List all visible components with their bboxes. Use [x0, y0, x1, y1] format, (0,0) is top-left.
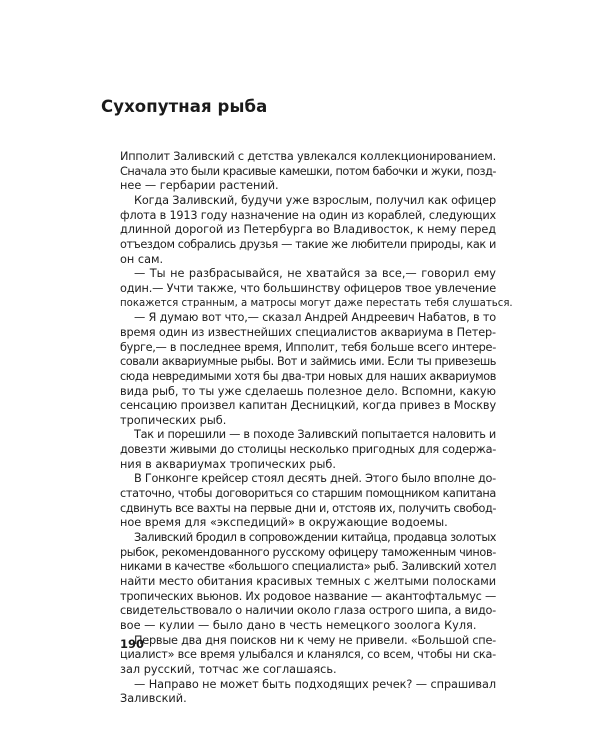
text-line: Заливский.: [120, 692, 187, 706]
text-line: Первые два дня поисков ни к чему не привели. «Большой спе-: [134, 633, 496, 647]
text-line: нее — гербарии растений.: [120, 179, 279, 193]
text-line: бурге,— в последнее время, Ипполит, тебя больше всего интере-: [120, 340, 496, 354]
text-line: свидетельствовало о наличии около глаза острого шипа, а видо-: [120, 604, 496, 618]
paragraph-4: [120, 311, 496, 428]
text-line: вида рыб, то ты уже сделаешь полезное дело. Вспомни, какую: [120, 384, 496, 398]
text-line: сюда невредимыми хотя бы два-три новых для наших аквариумов: [120, 369, 496, 383]
text-line: найти место обитания красивых темных с желтыми полосками: [120, 575, 496, 589]
text-line: тропических рыб.: [120, 413, 227, 427]
text-line: Сначала это были красивые камешки, потом бабочки и жуки, позд-: [120, 164, 496, 178]
text-line: — Направо не может быть подходящих речек? — спрашивал: [134, 677, 496, 691]
paragraph-1: [120, 150, 496, 194]
text-line: Так и порешили — в походе Заливский попытается наловить и: [134, 428, 496, 442]
text-line: флота в 1913 году назначение на один из кораблей, следующих: [120, 208, 496, 222]
text-line: сенсацию произвел капитан Десницкий, когда привез в Москву: [120, 399, 496, 413]
text-line: статочно, чтобы договориться со старшим помощником капитана: [120, 487, 496, 501]
text-line: довезти живыми до столицы несколько пригодных для содержа-: [120, 443, 496, 457]
paragraph-5: [120, 428, 496, 472]
text-line: Заливский бродил в сопровождении китайца, продавца золотых: [134, 531, 496, 545]
text-line: В Гонконге крейсер стоял десять дней. Этого было вполне до-: [134, 472, 496, 486]
text-line: — Я думаю вот что,— сказал Андрей Андреевич Набатов, в то: [134, 311, 496, 325]
paragraph-6: [120, 472, 496, 531]
text-line: покажется странным, а матросы могут даже перестать тебя слушаться.: [120, 297, 513, 309]
chapter-title: Сухопутная рыба: [101, 97, 268, 116]
text-line: длинной дорогой из Петербурга во Владивосток, к нему перед: [120, 223, 496, 237]
text-line: совали аквариумные рыбы. Вот и займись ими. Если ты привезешь: [120, 355, 496, 369]
text-line: время один из известнейших специалистов аквариума в Петер-: [120, 325, 496, 339]
text-line: сдвинуть все вахты на первые дни и, отстояв их, получить свобод-: [120, 501, 496, 515]
page-number: 190: [120, 637, 145, 651]
paragraph-7: [120, 531, 496, 634]
text-line: Ипполит Заливский с детства увлекался коллекционированием.: [120, 150, 496, 163]
paragraph-3: [120, 267, 513, 311]
text-line: ния в аквариумах тропических рыб.: [120, 457, 336, 471]
text-line: он сам.: [120, 252, 164, 266]
text-line: один.— Учти также, что большинству офицеров твое увлечение: [120, 281, 496, 295]
text-line: рыбок, рекомендованного русскому офицеру таможенным чинов-: [120, 545, 496, 559]
text-line: Когда Заливский, будучи уже взрослым, получил как офицер: [134, 193, 496, 207]
text-line: зал русский, тотчас же соглашаясь.: [120, 662, 337, 676]
body-text: [120, 150, 513, 707]
text-line: ное время для «экспедиций» в окружающие водоемы.: [120, 516, 448, 530]
text-line: — Ты не разбрасывайся, не хватайся за все,— говорил ему: [134, 267, 496, 281]
text-line: отъездом собрались друзья — такие же любители природы, как и: [120, 237, 496, 251]
paragraph-2: [120, 194, 496, 267]
paragraph-9: [120, 678, 496, 707]
paragraph-8: [120, 634, 496, 678]
text-line: циалист» все время улыбался и кланялся, со всем, чтобы ни ска-: [120, 648, 496, 662]
text-line: вое — кулии — было дано в честь немецкого зоолога Куля.: [120, 619, 477, 632]
text-line: тропических вьюнов. Их родовое название — акантофтальмус —: [120, 589, 496, 603]
text-line: никами в качестве «большого специалиста» рыб. Заливский хотел: [120, 560, 496, 574]
